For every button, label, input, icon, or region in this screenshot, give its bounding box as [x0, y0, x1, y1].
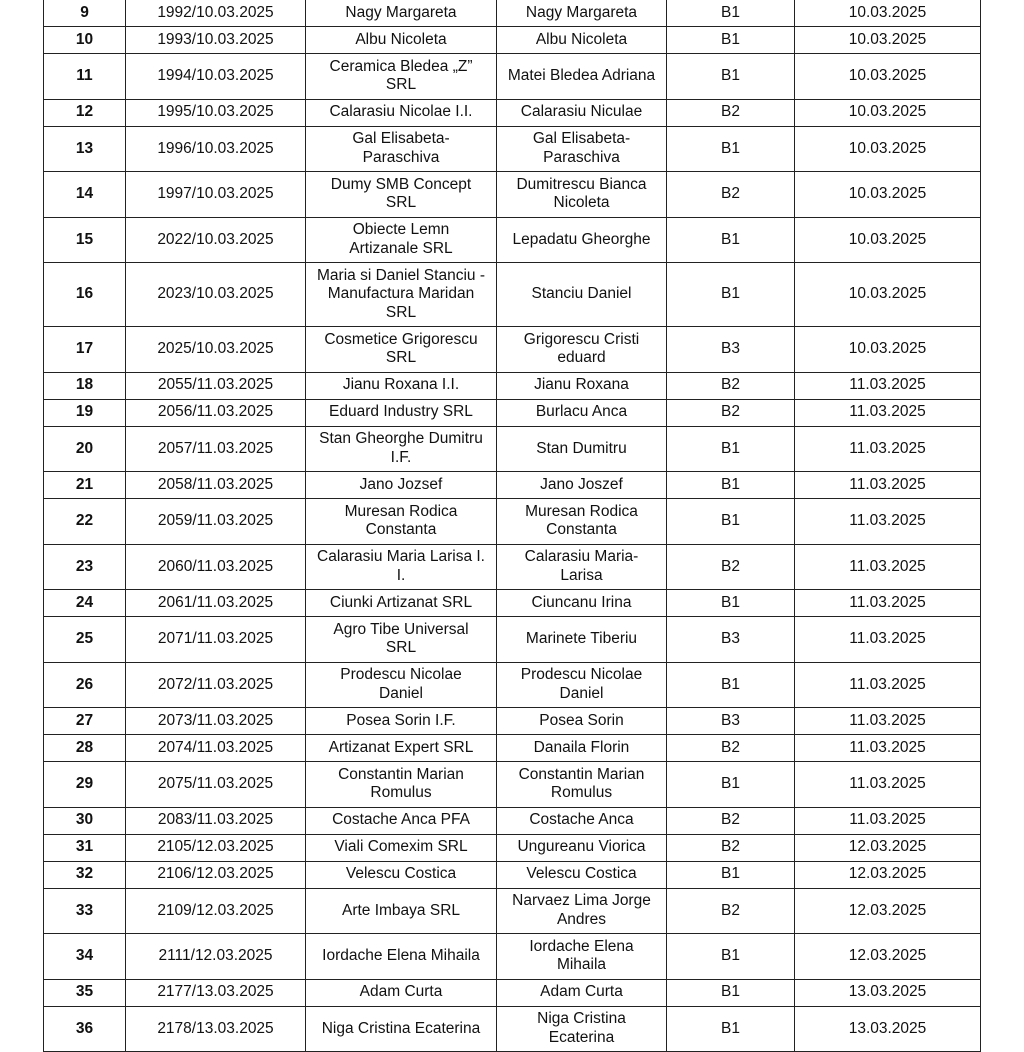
contact-person-cell [497, 263, 667, 327]
category-cell: B3 [667, 617, 795, 663]
category-cell: B1 [667, 126, 795, 172]
registration-number-cell: 2061/11.03.2025 [126, 590, 306, 617]
company-name-cell [306, 807, 497, 834]
date-cell: 10.03.2025 [795, 54, 981, 100]
contact-person-cell [497, 126, 667, 172]
cell-text-line: Gal Elisabeta- [532, 130, 631, 148]
contact-person-cell [497, 617, 667, 663]
contact-person-cell [497, 172, 667, 218]
company-name-cell [306, 99, 497, 126]
category-cell: B1 [667, 979, 795, 1006]
date-cell: 12.03.2025 [795, 834, 981, 861]
company-name-cell [306, 472, 497, 499]
row-number-cell: 16 [44, 263, 126, 327]
cell-text-line: Lepadatu Gheorghe [512, 230, 651, 248]
contact-person-cell [497, 327, 667, 373]
row-number-cell: 29 [44, 762, 126, 808]
date-cell: 10.03.2025 [795, 27, 981, 54]
cell-text-line: Niga Cristina [537, 1010, 626, 1028]
table-row [44, 472, 981, 499]
cell-text-line: Jano Jozsef [359, 475, 443, 493]
row-number-cell: 32 [44, 861, 126, 888]
cell-text-line: Arte Imbaya SRL [341, 901, 461, 919]
cell-text-line: Calarasiu Maria Larisa I. [317, 548, 485, 566]
cell-text-line: Iordache Elena [529, 937, 634, 955]
date-cell: 12.03.2025 [795, 934, 981, 980]
date-cell: 11.03.2025 [795, 735, 981, 762]
registration-number-cell: 2109/12.03.2025 [126, 888, 306, 934]
cell-text-line: Romulus [550, 784, 613, 802]
contact-person-cell [497, 399, 667, 426]
date-cell: 10.03.2025 [795, 263, 981, 327]
cell-text-line: SRL [385, 303, 417, 321]
contact-person-cell [497, 27, 667, 54]
contact-person-cell [497, 662, 667, 708]
registration-number-cell: 2060/11.03.2025 [126, 544, 306, 590]
cell-text-line: SRL [385, 76, 417, 94]
date-cell: 10.03.2025 [795, 217, 981, 263]
cell-text-line: Ciunki Artizanat SRL [329, 593, 473, 611]
date-cell: 11.03.2025 [795, 662, 981, 708]
table-row [44, 807, 981, 834]
cell-text-line: Paraschiva [362, 148, 440, 166]
cell-text-line: Niga Cristina Ecaterina [321, 1019, 481, 1037]
company-name-cell [306, 762, 497, 808]
cell-text-line: Albu Nicoleta [355, 30, 447, 48]
cell-text-line: Prodescu Nicolae [520, 666, 643, 684]
cell-text-line: Artizanat Expert SRL [328, 738, 474, 756]
cell-text-line: Posea Sorin I.F. [346, 711, 456, 729]
table-row [44, 735, 981, 762]
contact-person-cell [497, 708, 667, 735]
company-name-cell [306, 327, 497, 373]
contact-person-cell [497, 372, 667, 399]
cell-text-line: Manufactura Maridan [327, 285, 475, 303]
company-name-cell [306, 372, 497, 399]
cell-text-line: eduard [557, 349, 606, 367]
date-cell: 11.03.2025 [795, 399, 981, 426]
contact-person-cell [497, 888, 667, 934]
table-row [44, 934, 981, 980]
table-row [44, 99, 981, 126]
row-number-cell: 24 [44, 590, 126, 617]
cell-text-line: Artizanale SRL [349, 239, 453, 257]
registration-number-cell: 2072/11.03.2025 [126, 662, 306, 708]
company-name-cell [306, 1006, 497, 1052]
table-row [44, 861, 981, 888]
table-row [44, 834, 981, 861]
row-number-cell: 23 [44, 544, 126, 590]
company-name-cell [306, 888, 497, 934]
date-cell: 13.03.2025 [795, 979, 981, 1006]
registration-number-cell: 2025/10.03.2025 [126, 327, 306, 373]
cell-text-line: Velescu Costica [345, 865, 457, 883]
row-number-cell: 22 [44, 499, 126, 545]
row-number-cell: 13 [44, 126, 126, 172]
category-cell: B1 [667, 1006, 795, 1052]
contact-person-cell [497, 979, 667, 1006]
registration-table-body [44, 0, 981, 1052]
company-name-cell [306, 0, 497, 27]
registration-number-cell: 2023/10.03.2025 [126, 263, 306, 327]
company-name-cell [306, 735, 497, 762]
registration-number-cell: 1995/10.03.2025 [126, 99, 306, 126]
contact-person-cell [497, 861, 667, 888]
cell-text-line: I.F. [390, 448, 412, 466]
cell-text-line: Dumitrescu Bianca [516, 175, 647, 193]
row-number-cell: 25 [44, 617, 126, 663]
registration-number-cell: 1997/10.03.2025 [126, 172, 306, 218]
cell-text-line: Ceramica Bledea „Z” [329, 57, 473, 75]
category-cell: B1 [667, 27, 795, 54]
contact-person-cell [497, 590, 667, 617]
cell-text-line: SRL [385, 639, 417, 657]
table-row [44, 662, 981, 708]
category-cell: B1 [667, 762, 795, 808]
cell-text-line: Jianu Roxana [534, 376, 629, 394]
date-cell: 12.03.2025 [795, 888, 981, 934]
category-cell: B2 [667, 544, 795, 590]
cell-text-line: I. [396, 566, 406, 584]
category-cell: B1 [667, 590, 795, 617]
cell-text-line: Albu Nicoleta [535, 30, 628, 48]
registration-number-cell: 2071/11.03.2025 [126, 617, 306, 663]
date-cell: 11.03.2025 [795, 617, 981, 663]
company-name-cell [306, 217, 497, 263]
table-row [44, 27, 981, 54]
company-name-cell [306, 590, 497, 617]
cell-text-line: Marinete Tiberiu [525, 630, 638, 647]
registration-number-cell: 2111/12.03.2025 [126, 934, 306, 980]
row-number-cell: 10 [44, 27, 126, 54]
cell-text-line: Adam Curta [359, 983, 443, 1001]
contact-person-cell [497, 99, 667, 126]
company-name-cell [306, 662, 497, 708]
cell-text-line: Romulus [370, 784, 432, 802]
contact-person-cell [497, 217, 667, 263]
category-cell: B2 [667, 99, 795, 126]
company-name-cell [306, 27, 497, 54]
cell-text-line: Narvaez Lima Jorge [512, 892, 651, 910]
registration-number-cell: 2074/11.03.2025 [126, 735, 306, 762]
cell-text-line: Dumy SMB Concept [330, 175, 472, 193]
cell-text-line: Jano Joszef [540, 475, 623, 493]
row-number-cell: 14 [44, 172, 126, 218]
row-number-cell: 9 [44, 0, 126, 27]
row-number-cell: 33 [44, 888, 126, 934]
contact-person-cell [497, 0, 667, 27]
cell-text-line: Iordache Elena Mihaila [322, 947, 480, 964]
cell-text-line: Agro Tibe Universal [333, 620, 469, 638]
company-name-cell [306, 617, 497, 663]
table-row [44, 327, 981, 373]
registration-number-cell: 2177/13.03.2025 [126, 979, 306, 1006]
registration-number-cell: 1992/10.03.2025 [126, 0, 306, 27]
date-cell: 10.03.2025 [795, 0, 981, 27]
registration-table [43, 0, 981, 1052]
company-name-cell [306, 708, 497, 735]
cell-text-line: Velescu Costica [526, 865, 637, 883]
company-name-cell [306, 172, 497, 218]
company-name-cell [306, 426, 497, 472]
table-row [44, 172, 981, 218]
table-row [44, 372, 981, 399]
cell-text-line: Viali Comexim SRL [334, 838, 468, 856]
row-number-cell: 17 [44, 327, 126, 373]
category-cell: B2 [667, 888, 795, 934]
category-cell: B1 [667, 934, 795, 980]
category-cell: B1 [667, 662, 795, 708]
company-name-cell [306, 861, 497, 888]
registration-number-cell: 2055/11.03.2025 [126, 372, 306, 399]
table-row [44, 217, 981, 263]
registration-number-cell: 2106/12.03.2025 [126, 861, 306, 888]
contact-person-cell [497, 1006, 667, 1052]
date-cell: 11.03.2025 [795, 590, 981, 617]
company-name-cell [306, 979, 497, 1006]
category-cell: B2 [667, 807, 795, 834]
date-cell: 11.03.2025 [795, 544, 981, 590]
cell-text-line: Adam Curta [540, 983, 623, 1001]
company-name-cell [306, 126, 497, 172]
cell-text-line: Posea Sorin [539, 711, 624, 729]
cell-text-line: Nagy Margareta [525, 3, 638, 21]
registration-number-cell: 1993/10.03.2025 [126, 27, 306, 54]
cell-text-line: Ciuncanu Irina [531, 593, 632, 611]
date-cell: 11.03.2025 [795, 499, 981, 545]
cell-text-line: Calarasiu Nicolae I.I. [329, 103, 473, 121]
cell-text-line: Prodescu Nicolae [340, 666, 462, 684]
cell-text-line: Stan Dumitru [536, 439, 627, 457]
category-cell: B3 [667, 708, 795, 735]
registration-number-cell: 2178/13.03.2025 [126, 1006, 306, 1052]
category-cell: B1 [667, 263, 795, 327]
row-number-cell: 18 [44, 372, 126, 399]
date-cell: 11.03.2025 [795, 472, 981, 499]
row-number-cell: 11 [44, 54, 126, 100]
cell-text-line: Constantin Marian [518, 765, 645, 783]
row-number-cell: 21 [44, 472, 126, 499]
cell-text-line: Nagy Margareta [345, 3, 457, 21]
registration-number-cell: 2059/11.03.2025 [126, 499, 306, 545]
cell-text-line: Constantin Marian [338, 765, 464, 783]
date-cell: 10.03.2025 [795, 99, 981, 126]
row-number-cell: 26 [44, 662, 126, 708]
registration-number-cell: 2057/11.03.2025 [126, 426, 306, 472]
table-row [44, 979, 981, 1006]
table-row [44, 399, 981, 426]
cell-text-line: Gal Elisabeta- [352, 130, 450, 148]
category-cell: B2 [667, 172, 795, 218]
row-number-cell: 12 [44, 99, 126, 126]
category-cell: B1 [667, 54, 795, 100]
table-row [44, 708, 981, 735]
cell-text-line: Calarasiu Niculae [520, 103, 643, 121]
cell-text-line: Ecaterina [548, 1028, 615, 1046]
table-row [44, 1006, 981, 1052]
cell-text-line: Daniel [559, 684, 604, 702]
category-cell: B1 [667, 499, 795, 545]
contact-person-cell [497, 472, 667, 499]
cell-text-line: Daniel [379, 684, 423, 702]
table-row [44, 426, 981, 472]
cell-text-line: SRL [385, 349, 417, 367]
contact-person-cell [497, 54, 667, 100]
registration-number-cell: 2105/12.03.2025 [126, 834, 306, 861]
table-row [44, 762, 981, 808]
registration-number-cell: 2083/11.03.2025 [126, 807, 306, 834]
registration-number-cell: 2058/11.03.2025 [126, 472, 306, 499]
company-name-cell [306, 54, 497, 100]
company-name-cell [306, 499, 497, 545]
cell-text-line: Muresan Rodica [344, 502, 458, 520]
table-row [44, 499, 981, 545]
cell-text-line: Costache Anca PFA [332, 811, 470, 829]
cell-text-line: Grigorescu Cristi [523, 330, 640, 348]
registration-number-cell: 2022/10.03.2025 [126, 217, 306, 263]
table-row [44, 54, 981, 100]
contact-person-cell [497, 735, 667, 762]
row-number-cell: 36 [44, 1006, 126, 1052]
contact-person-cell [497, 762, 667, 808]
row-number-cell: 31 [44, 834, 126, 861]
cell-text-line: SRL [385, 194, 417, 212]
row-number-cell: 28 [44, 735, 126, 762]
date-cell: 11.03.2025 [795, 762, 981, 808]
contact-person-cell [497, 426, 667, 472]
cell-text-line: Maria si Daniel Stanciu - [317, 266, 485, 284]
category-cell: B2 [667, 834, 795, 861]
table-row [44, 888, 981, 934]
table-row [44, 544, 981, 590]
cell-text-line: Stan Gheorghe Dumitru [319, 430, 483, 448]
registration-number-cell: 1994/10.03.2025 [126, 54, 306, 100]
category-cell: B3 [667, 327, 795, 373]
cell-text-line: Stanciu Daniel [531, 285, 632, 303]
registration-number-cell: 2075/11.03.2025 [126, 762, 306, 808]
contact-person-cell [497, 807, 667, 834]
row-number-cell: 34 [44, 934, 126, 980]
cell-text-line: Calarasiu Maria- [524, 548, 639, 566]
cell-text-line: Danaila Florin [533, 738, 630, 756]
cell-text-line: Ungureanu Viorica [517, 838, 646, 856]
row-number-cell: 15 [44, 217, 126, 263]
contact-person-cell [497, 544, 667, 590]
cell-text-line: Costache Anca [529, 811, 634, 829]
date-cell: 11.03.2025 [795, 426, 981, 472]
category-cell: B2 [667, 399, 795, 426]
cell-text-line: Burlacu Anca [535, 403, 628, 421]
company-name-cell [306, 834, 497, 861]
category-cell: B1 [667, 0, 795, 27]
table-row [44, 617, 981, 663]
cell-text-line: Cosmetice Grigorescu [324, 330, 478, 348]
row-number-cell: 35 [44, 979, 126, 1006]
contact-person-cell [497, 834, 667, 861]
category-cell: B1 [667, 861, 795, 888]
cell-text-line: Eduard Industry SRL [329, 403, 473, 421]
row-number-cell: 19 [44, 399, 126, 426]
cell-text-line: Andres [556, 910, 607, 928]
cell-text-line: Constanta [365, 521, 437, 539]
row-number-cell: 30 [44, 807, 126, 834]
company-name-cell [306, 263, 497, 327]
registration-number-cell: 1996/10.03.2025 [126, 126, 306, 172]
contact-person-cell [497, 499, 667, 545]
table-row [44, 126, 981, 172]
category-cell: B2 [667, 372, 795, 399]
company-name-cell [306, 934, 497, 980]
date-cell: 10.03.2025 [795, 327, 981, 373]
cell-text-line: Larisa [560, 566, 603, 584]
row-number-cell: 27 [44, 708, 126, 735]
registration-number-cell: 2073/11.03.2025 [126, 708, 306, 735]
category-cell: B2 [667, 735, 795, 762]
category-cell: B1 [667, 472, 795, 499]
cell-text-line: Constanta [546, 521, 617, 539]
date-cell: 10.03.2025 [795, 126, 981, 172]
date-cell: 13.03.2025 [795, 1006, 981, 1052]
category-cell: B1 [667, 217, 795, 263]
cell-text-line: Nicoleta [553, 194, 610, 212]
table-row [44, 263, 981, 327]
category-cell: B1 [667, 426, 795, 472]
row-number-cell: 20 [44, 426, 126, 472]
table-row [44, 0, 981, 27]
date-cell: 11.03.2025 [795, 372, 981, 399]
date-cell: 12.03.2025 [795, 861, 981, 888]
date-cell: 10.03.2025 [795, 172, 981, 218]
cell-text-line: Jianu Roxana I.I. [342, 376, 460, 394]
company-name-cell [306, 544, 497, 590]
company-name-cell [306, 399, 497, 426]
registration-number-cell: 2056/11.03.2025 [126, 399, 306, 426]
date-cell: 11.03.2025 [795, 708, 981, 735]
cell-text-line: Obiecte Lemn [352, 221, 450, 239]
cell-text-line: Muresan Rodica [525, 502, 638, 520]
cell-text-line: Mihaila [556, 956, 607, 974]
cell-text-line: Matei Bledea Adriana [507, 67, 656, 84]
date-cell: 11.03.2025 [795, 807, 981, 834]
cell-text-line: Paraschiva [543, 148, 620, 166]
contact-person-cell [497, 934, 667, 980]
table-row [44, 590, 981, 617]
